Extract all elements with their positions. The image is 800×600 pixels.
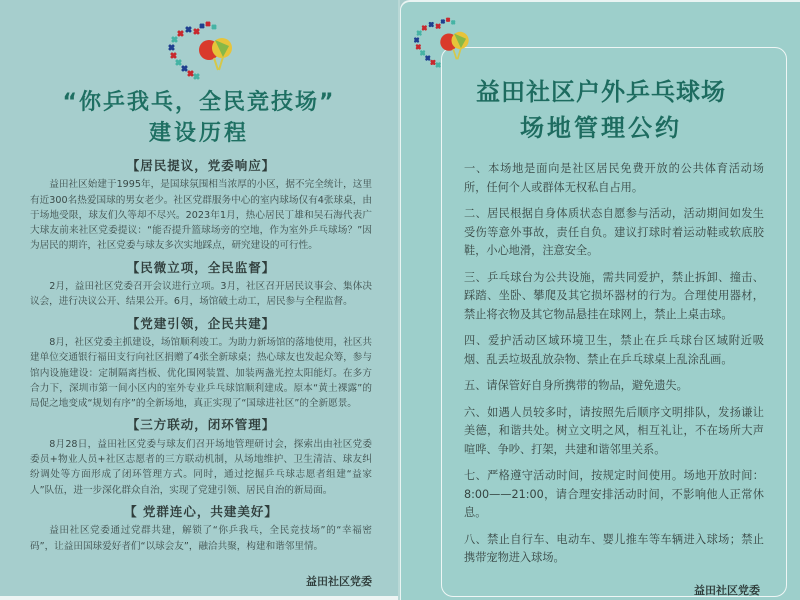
rules-list [464, 160, 764, 600]
rule-item: 三、乒乓球台为公共设施，需共同爱护，禁止拆卸、撞击、踩踏、坐卧、攀爬及其它损坏器材的行为。合理使用器材，禁止将衣物及其它物品悬挂在球网上，禁止上桌击球。 [464, 270, 764, 321]
section-text: 2月，益田社区党委召开会议进行立项。3月，社区召开居民议事会、集体决议会，进行决议公开、结果公开。6月，场馆破土动工，居民参与全程监督。 [30, 281, 372, 308]
section-heading: 【党建引领，企民共建】 [126, 315, 276, 331]
section-text: 益田社区党委通过党群共建，解锁了“你乒我乓，全民竞技场”的“幸福密码”，让益田国球爱好者们“以球会友”，融洽共聚，构建和谐邻里情。 [30, 525, 372, 552]
section-heading: 【三方联动，闭环管理】 [126, 417, 276, 433]
section-text: 益田社区始建于1995年，是国球氛围相当浓厚的小区，据不完全统计，这里有近300名热爱国球的男女老少。社区党群服务中心的室内球场仅有4张球桌，由于场地受限，球友们久等却不尽兴。2023年1月，热心居民丁雄和吴石海代表广大球友前来社区党委提议：“能否提升篮球场旁的空地，作为室外乒乓球场？”因为居民的期许，社区党委与球友多次实地踩点，研究建设的可行性。 [30, 179, 372, 252]
rule-item: 六、如遇人员较多时，请按照先后顺序文明排队，发扬谦让美德，和谐共处。树立文明之风，相互礼让，不在场所大声喧哗、争吵、打架，共建和谐邻里关系。 [464, 405, 764, 456]
rule-item: 七、严格遵守活动时间，按规定时间使用。场地开放时间：8:00——21:00，请合理安排活动时间，不影响他人正常休息。 [464, 469, 764, 519]
section-text: 8月，社区党委主抓建设，场馆顺利竣工。为助力新场馆的落地使用，社区共建单位交通银行福田支行向社区捐赠了4张全新球桌；热心球友也发起众筹，参与馆内设施建设：定制隔离挡板、优化围网装置、加装两盏光控太阳能灯。在多方合力下，深圳市第一间小区内的室外专业乒乓球馆顺利建成。原本“黄土裸露”的局促之地变成“规划有序”的全新场地，真正实现了“国球进社区”的全新愿景。 [30, 336, 372, 410]
rule-item: 五、请保管好自身所携带的物品，避免遗失。 [464, 379, 688, 392]
signature: 益田社区党委 [306, 574, 372, 588]
section-heading: 【居民提议，党委响应】 [126, 158, 276, 173]
section-text: 8月28日，益田社区党委与球友们召开场地管理研讨会，探索出由社区党委委员+物业人员+社区志愿者的三方联动机制，从场地维护、卫生清洁、球友纠纷调处等方面形成了闭环管理方式。同时，通过挖掘乒乓球志愿者组建“益家人”队伍，进一步深化群众自治，实现了党建引领、居民自治的新局面。 [30, 438, 372, 496]
heart-pingpong-logo-icon [165, 20, 237, 82]
page-title [0, 88, 398, 150]
title-line-2: 建设历程 [148, 121, 249, 146]
heart-pingpong-logo-icon [411, 16, 473, 70]
title-line-1: “你乒我乓，全民竞技场” [62, 90, 336, 115]
section-heading: 【 党群连心，共建美好】 [124, 503, 278, 519]
signature: 益田社区党委 [694, 583, 760, 597]
title-line-1: 益田社区户外乒乓球场 [476, 78, 726, 106]
title-line-2: 场地管理公约 [520, 114, 682, 142]
history-sections [30, 158, 372, 589]
rule-item: 四、爱护活动区域环境卫生，禁止在乒乓球台区域附近吸烟、乱丢垃圾乱放杂物、禁止在乒乓球桌上乱涂乱画。 [464, 334, 764, 366]
convention-title [401, 74, 800, 146]
rule-item: 二、居民根据自身体质状态自愿参与活动，活动期间如发生受伤等意外事故，责任自负。建议打球时着运动鞋或软底胶鞋，小心地滑，注意安全。 [464, 207, 764, 257]
rule-item: 八、禁止自行车、电动车、婴儿推车等车辆进入球场；禁止携带宠物进入球场。 [464, 532, 764, 564]
management-convention-panel [400, 0, 800, 600]
rule-item: 一、本场地是面向是社区居民免费开放的公共体育活动场所，任何个人或群体无权私自占用。 [464, 162, 764, 194]
section-heading: 【民微立项，全民监督】 [126, 259, 276, 275]
construction-history-panel [0, 0, 398, 600]
